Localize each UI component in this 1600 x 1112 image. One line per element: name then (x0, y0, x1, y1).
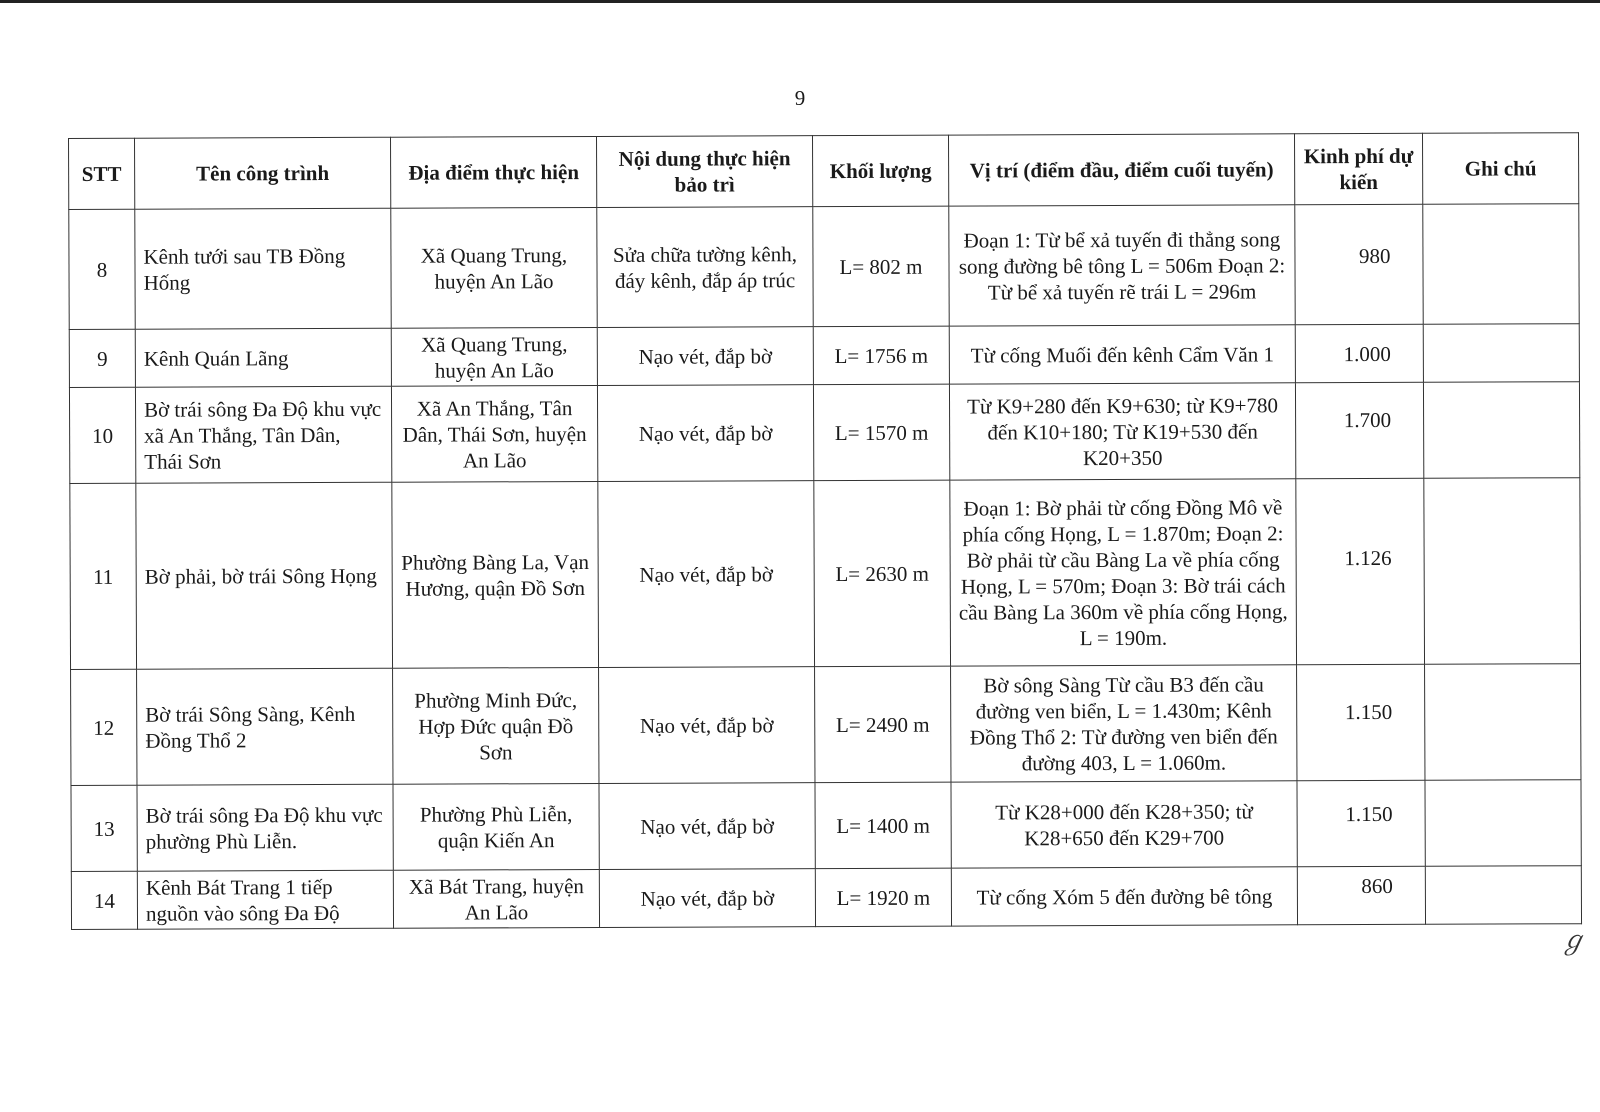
cell-location: Phường Phù Liễn, quận Kiến An (393, 783, 599, 870)
cell-cost: 1.000 (1295, 324, 1423, 382)
cell-cost: 980 (1295, 204, 1423, 324)
cell-position: Từ cống Xóm 5 đến đường bê tông (951, 867, 1297, 926)
cell-volume: L= 1756 m (813, 326, 949, 385)
cell-position: Từ cống Muối đến kênh Cẩm Văn 1 (949, 325, 1295, 384)
cell-content: Sửa chữa tường kênh, đáy kênh, đắp áp trúc (597, 207, 813, 328)
cell-content: Nạo vét, đắp bờ (599, 869, 815, 928)
initial-mark: ℊ (1559, 926, 1586, 955)
cell-cost: 1.700 (1295, 382, 1423, 478)
cell-volume: L= 1570 m (813, 384, 949, 481)
cell-stt: 12 (71, 669, 137, 785)
header-volume: Khối lượng (812, 135, 948, 207)
cell-name: Bờ trái sông Đa Độ khu vực xã An Thắng, Tân Dân, Thái Sơn (135, 386, 391, 483)
cell-note (1425, 664, 1581, 781)
cell-stt: 14 (71, 871, 137, 929)
cell-location: Xã Bát Trang, huyện An Lão (393, 869, 599, 928)
cell-location: Xã Quang Trung, huyện An Lão (391, 327, 597, 386)
cell-note (1425, 780, 1581, 867)
header-content: Nội dung thực hiện bảo trì (596, 136, 812, 208)
cell-cost: 1.126 (1296, 478, 1425, 664)
header-position: Vị trí (điểm đầu, điểm cuối tuyến) (948, 134, 1294, 206)
header-cost: Kinh phí dự kiến (1294, 133, 1422, 204)
cell-volume: L= 2630 m (814, 480, 951, 667)
header-location: Địa điểm thực hiện (390, 136, 596, 208)
cell-stt: 13 (71, 785, 137, 871)
cell-stt: 9 (69, 329, 135, 387)
cell-content: Nạo vét, đắp bờ (597, 327, 813, 386)
cell-content: Nạo vét, đắp bờ (599, 783, 815, 870)
cell-stt: 8 (69, 209, 135, 329)
cell-location: Phường Minh Đức, Hợp Đức quận Đồ Sơn (393, 667, 599, 784)
cell-stt: 11 (70, 483, 137, 669)
cell-stt: 10 (69, 387, 135, 483)
cell-volume: L= 1920 m (815, 868, 951, 927)
cell-name: Kênh Quán Lãng (135, 328, 391, 387)
cell-note (1423, 382, 1579, 479)
cell-cost: 1.150 (1297, 780, 1425, 866)
cell-location: Xã An Thắng, Tân Dân, Thái Sơn, huyện An Lão (391, 385, 597, 482)
cell-position: Bờ sông Sàng Từ cầu B3 đến cầu đường ven biển, L = 1.430m; Kênh Đồng Thổ 2: Từ đường ven biển đến đường 403, L = 1.060m. (951, 665, 1297, 782)
cell-note (1423, 204, 1579, 325)
table-header-row (69, 133, 1579, 210)
header-name: Tên công trình (135, 137, 391, 209)
cell-content: Nạo vét, đắp bờ (597, 385, 813, 482)
cell-location: Xã Quang Trung, huyện An Lão (391, 207, 597, 328)
table-row (69, 324, 1579, 388)
cell-name: Bờ trái Sông Sàng, Kênh Đồng Thổ 2 (137, 668, 393, 785)
header-note: Ghi chú (1422, 133, 1578, 205)
cell-note (1424, 478, 1581, 665)
cell-name: Kênh tưới sau TB Đồng Hống (135, 208, 391, 329)
table-container (68, 132, 1581, 930)
maintenance-table (68, 132, 1582, 930)
cell-volume: L= 802 m (813, 206, 949, 327)
table-row (71, 664, 1581, 786)
cell-note (1423, 324, 1579, 383)
cell-name: Kênh Bát Trang 1 tiếp nguồn vào sông Đa Độ (137, 870, 393, 929)
cell-name: Bờ phải, bờ trái Sông Họng (136, 482, 393, 669)
cell-content: Nạo vét, đắp bờ (599, 667, 815, 784)
cell-cost: 1.150 (1297, 664, 1425, 780)
page-number: 9 (794, 86, 806, 110)
cell-position: Đoạn 1: Bờ phải từ cống Đồng Mô về phía cống Họng, L = 1.870m; Đoạn 2: Bờ phải từ cầu Bàng La về phía cống Họng, L = 570m; Đoạn 3: Bờ trái cách cầu Bàng La 360m về phía cống Họng, L = 190m. (950, 479, 1297, 666)
cell-content: Nạo vét, đắp bờ (598, 481, 815, 668)
cell-location: Phường Bàng La, Vạn Hương, quận Đồ Sơn (392, 481, 599, 668)
cell-volume: L= 2490 m (815, 666, 951, 783)
table-row (71, 780, 1581, 872)
table-row (69, 382, 1579, 484)
table-row (70, 478, 1581, 670)
cell-position: Từ K28+000 đến K28+350; từ K28+650 đến K29+700 (951, 781, 1297, 868)
cell-name: Bờ trái sông Đa Độ khu vực phường Phù Liễn. (137, 784, 393, 871)
cell-volume: L= 1400 m (815, 782, 951, 869)
table-row (71, 866, 1581, 930)
header-stt: STT (69, 138, 135, 209)
table-row (69, 204, 1579, 330)
cell-cost: 860 (1297, 866, 1425, 924)
cell-position: Từ K9+280 đến K9+630; từ K9+780 đến K10+180; Từ K19+530 đến K20+350 (949, 383, 1295, 480)
cell-position: Đoạn 1: Từ bể xả tuyến đi thẳng song song đường bê tông L = 506m Đoạn 2: Từ bể xả tuyến rẽ trái L = 296m (949, 205, 1295, 326)
cell-note (1425, 866, 1581, 925)
top-border-line (0, 0, 1600, 3)
